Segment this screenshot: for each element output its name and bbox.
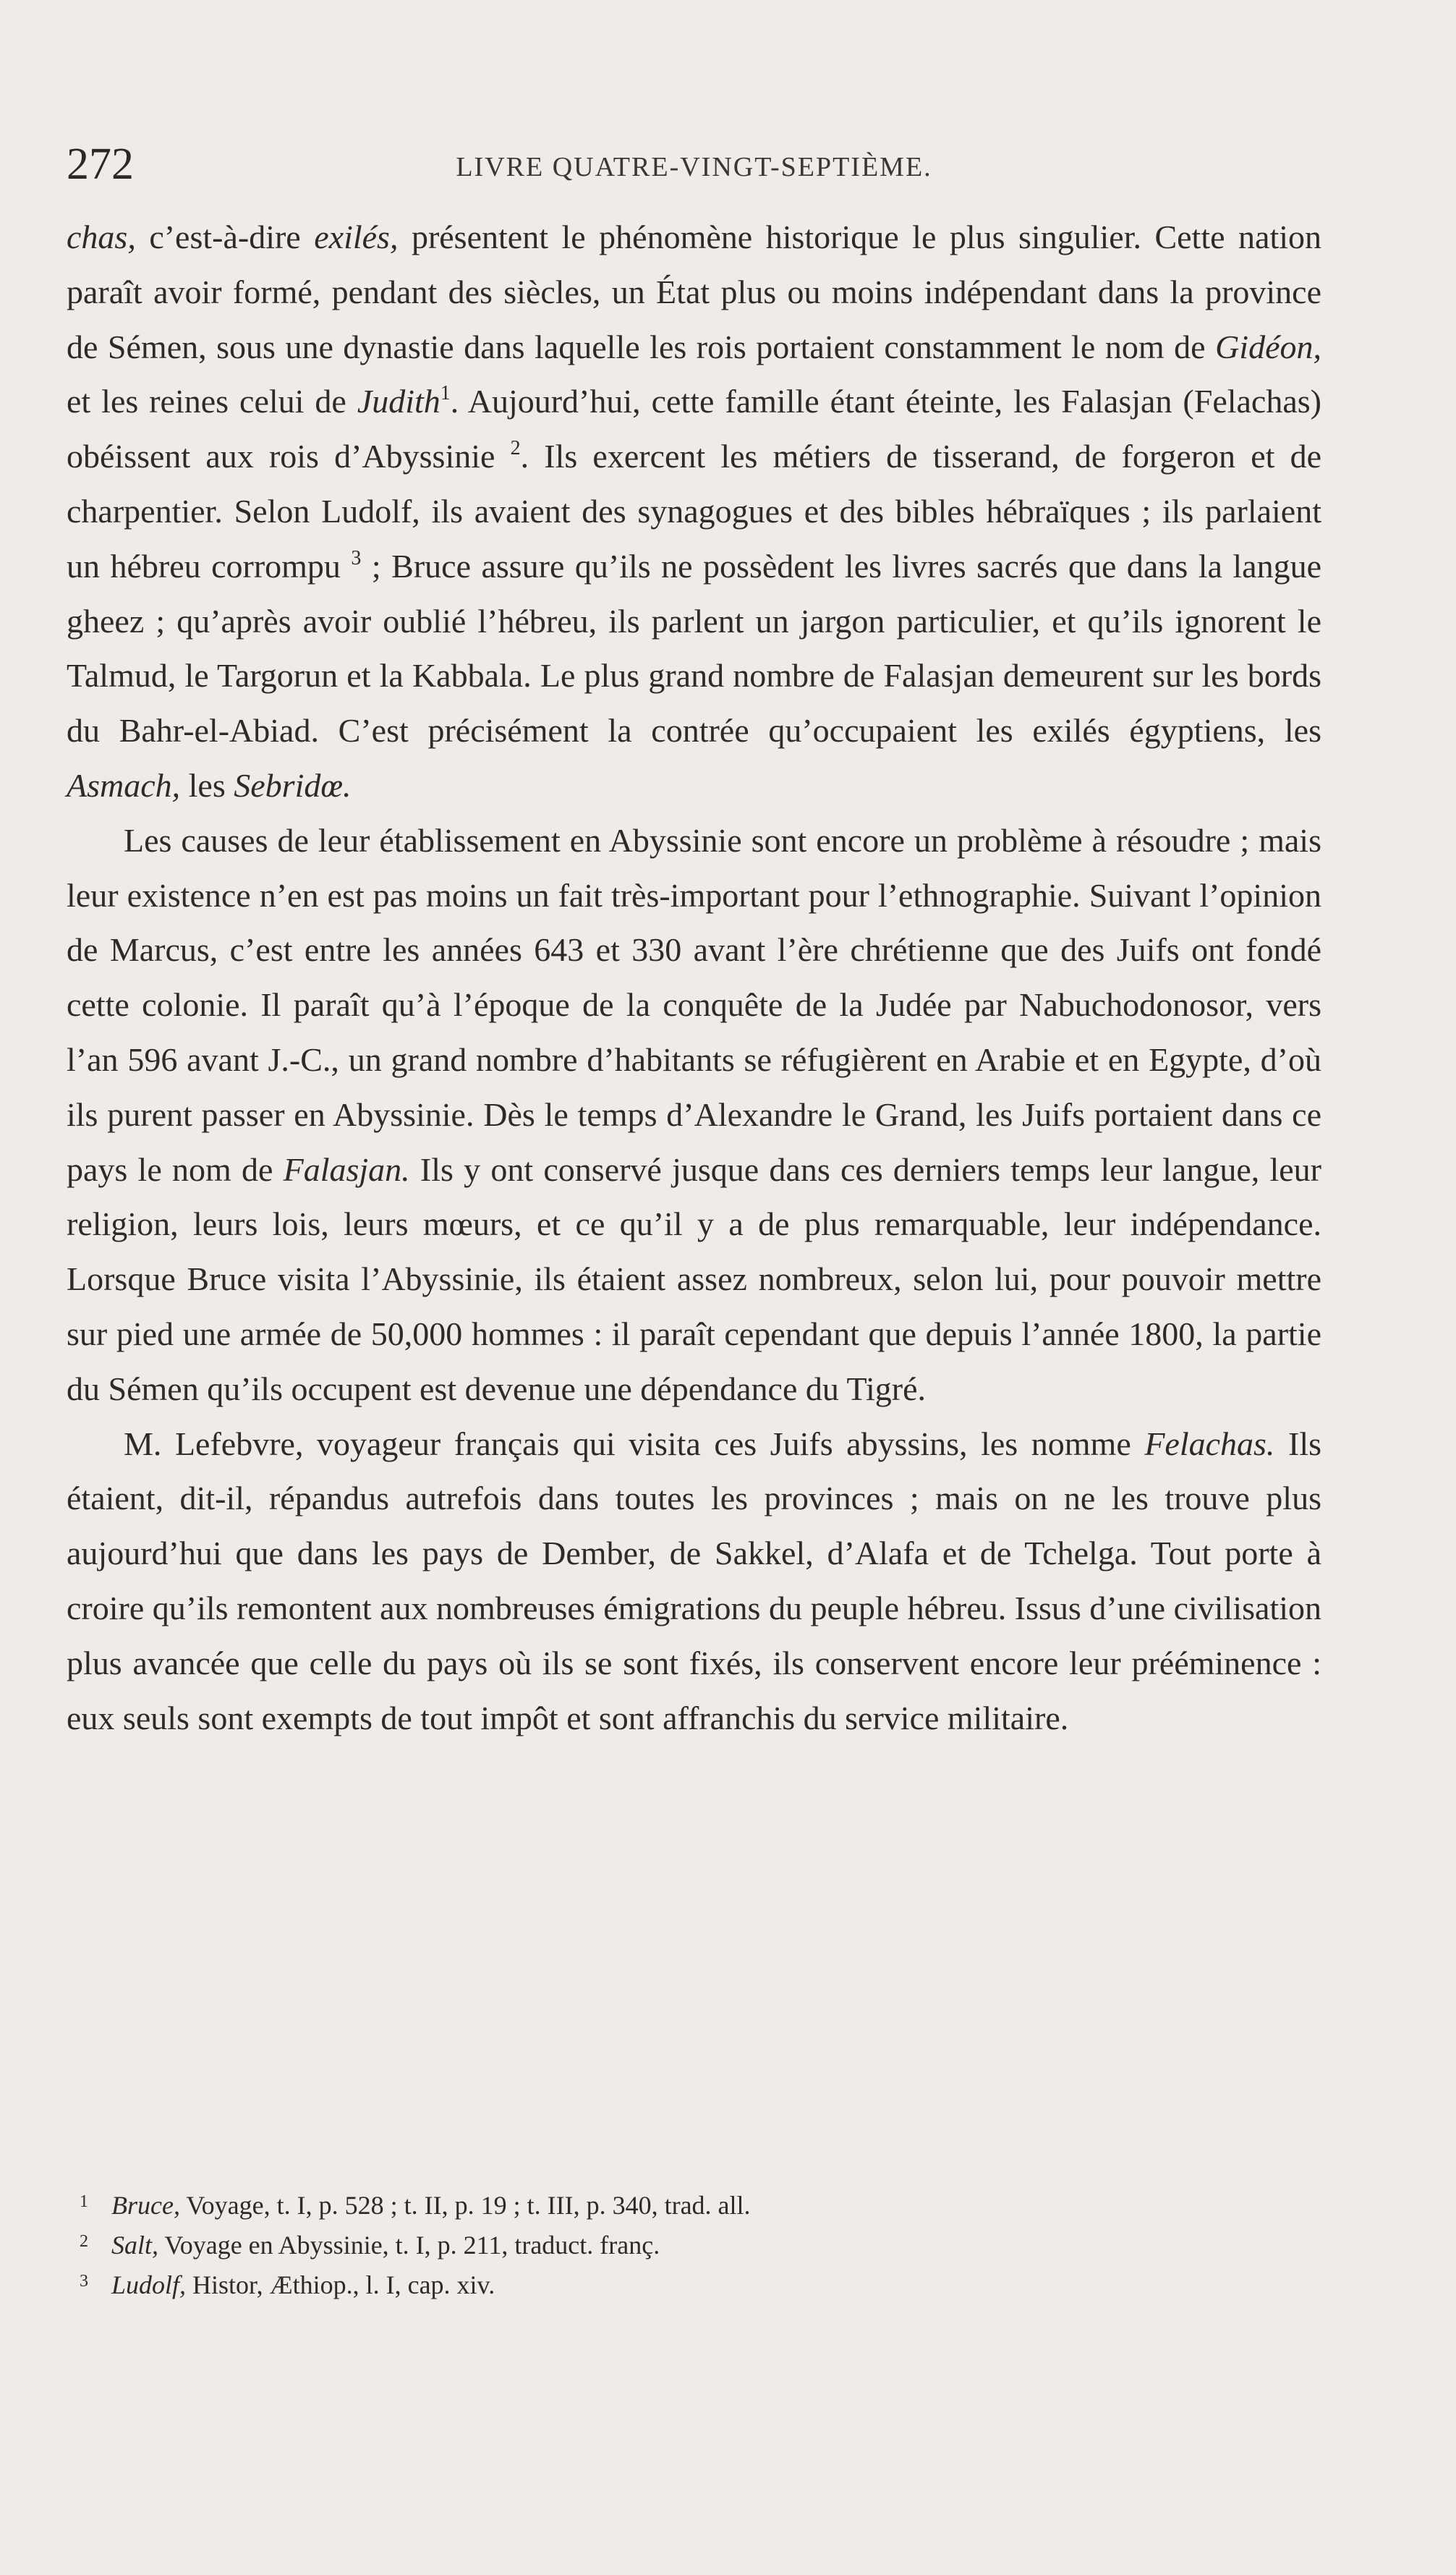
footnotes	[80, 2184, 1237, 2303]
running-title: LIVRE QUATRE-VINGT-SEPTIÈME.	[456, 152, 932, 182]
text-run: c’est-à-dire	[135, 219, 315, 255]
paragraph	[67, 813, 1321, 1417]
text-run: Ils étaient, dit-il, répandus autrefois dans toutes les provinces ; mais on ne les trouve plus aujourd’hui que dans les pays de Dember, de Sakkel, d’Alafa et de Tchelga. Tout porte à croire qu’ils remontent aux nombreuses émigrations du peuple hébreu. Issus d’une civilisation plus avancée que celle du pays où ils se sont fixés, ils conservent encore leur prééminence : eux seuls sont exempts de tout impôt et sont affranchis du service militaire.	[67, 1425, 1321, 1736]
italic-text: Sebridœ.	[234, 766, 352, 804]
footnote-author: Ludolf,	[111, 2270, 187, 2299]
italic-text: Gidéon,	[1215, 328, 1321, 365]
paragraph	[67, 1417, 1321, 1746]
footnote-reference: 3	[351, 546, 362, 569]
footnote-text: Voyage en Abyssinie, t. I, p. 211, traduct. franç.	[158, 2231, 660, 2260]
italic-text: chas,	[67, 219, 136, 255]
footnote-author: Salt,	[111, 2231, 159, 2260]
italic-text: exilés,	[314, 219, 399, 255]
paragraph	[67, 210, 1321, 813]
footnote-reference: 1	[440, 382, 451, 405]
text-run: Ils y ont conservé jusque dans ces derniers temps leur langue, leur religion, leurs lois, leurs mœurs, et ce qu’il y a de plus remarquable, leur indépendance. Lorsque Bruce visita l’Abyssinie, ils étaient assez nombreux, selon lui, pour pouvoir mettre sur pied une armée de 50,000 hommes : il paraît cependant que depuis l’année 1800, la partie du Sémen qu’ils occupent est devenue une dépendance du Tigré.	[67, 1150, 1321, 1407]
footnote-author: Bruce,	[111, 2191, 180, 2220]
text-run: ; Bruce assure qu’ils ne possèdent les livres sacrés que dans la langue gheez ; qu’après avoir oublié l’hébreu, ils parlent un jargon particulier, et qu’ils ignorent le Talmud, le Targorun et la Kabbala. Le plus grand nombre de Falasjan demeurent sur les bords du Bahr-el-Abiad. C’est précisément la contrée qu’occupaient les exilés égyptiens, les	[67, 547, 1321, 750]
footnote	[80, 2263, 1237, 2303]
text-run: Les causes de leur établissement en Abyssinie sont encore un problème à résoudre ; mais leur existence n’en est pas moins un fait très-important pour l’ethnographie. Suivant l’opinion de Marcus, c’est entre les années 643 et 330 avant l’ère chrétienne que des Juifs ont fondé cette colonie. Il paraît qu’à l’époque de la conquête de la Judée par Nabuchodonosor, vers l’an 596 avant J.-C., un grand nombre d’habitants se réfugièrent en Arabie et en Egypte, d’où ils purent passer en Abyssinie. Dès le temps d’Alexandre le Grand, les Juifs portaient dans ce pays le nom de	[67, 821, 1321, 1188]
italic-text: Asmach,	[67, 766, 181, 804]
footnote-mark: 3	[80, 2272, 88, 2291]
page-number: 272	[67, 140, 134, 189]
text-run: présentent le phénomène historique le plus singulier. Cette nation paraît avoir formé, pendant des siècles, un État plus ou moins indépendant dans la province de Sémen, sous une dynastie dans laquelle les rois portaient constamment le nom de	[67, 219, 1322, 365]
text-run: . Ils exercent les métiers de tisserand, de forgeron et de charpentier. Selon Ludolf, ils avaient des synagogues et des bibles hébraïques ; ils parlaient un hébreu corrompu	[67, 438, 1321, 585]
body-text	[67, 210, 1321, 1745]
page-header	[67, 139, 1321, 197]
footnote-text: Voyage, t. I, p. 528 ; t. II, p. 19 ; t. III, p. 340, trad. all.	[179, 2191, 751, 2220]
italic-text: Judith	[357, 383, 440, 420]
text-run: . Aujourd’hui, cette famille étant éteinte, les Falasjan (Felachas) obéissent aux rois d’Abyssinie	[67, 383, 1321, 475]
footnote-reference: 2	[510, 437, 521, 460]
italic-text: Felachas.	[1144, 1425, 1275, 1462]
text-run: M. Lefebvre, voyageur français qui visita ces Juifs abyssins, les nomme	[124, 1425, 1145, 1462]
text-run: les	[180, 766, 234, 804]
italic-text: Falasjan.	[283, 1150, 410, 1188]
footnote	[80, 2223, 1237, 2263]
footnote-mark: 2	[80, 2232, 88, 2251]
footnote-mark: 1	[80, 2192, 88, 2211]
footnote-text: Histor, Æthiop., l. I, cap. xiv.	[186, 2270, 495, 2299]
text-run: et les reines celui de	[67, 383, 357, 420]
footnote	[80, 2184, 1237, 2223]
